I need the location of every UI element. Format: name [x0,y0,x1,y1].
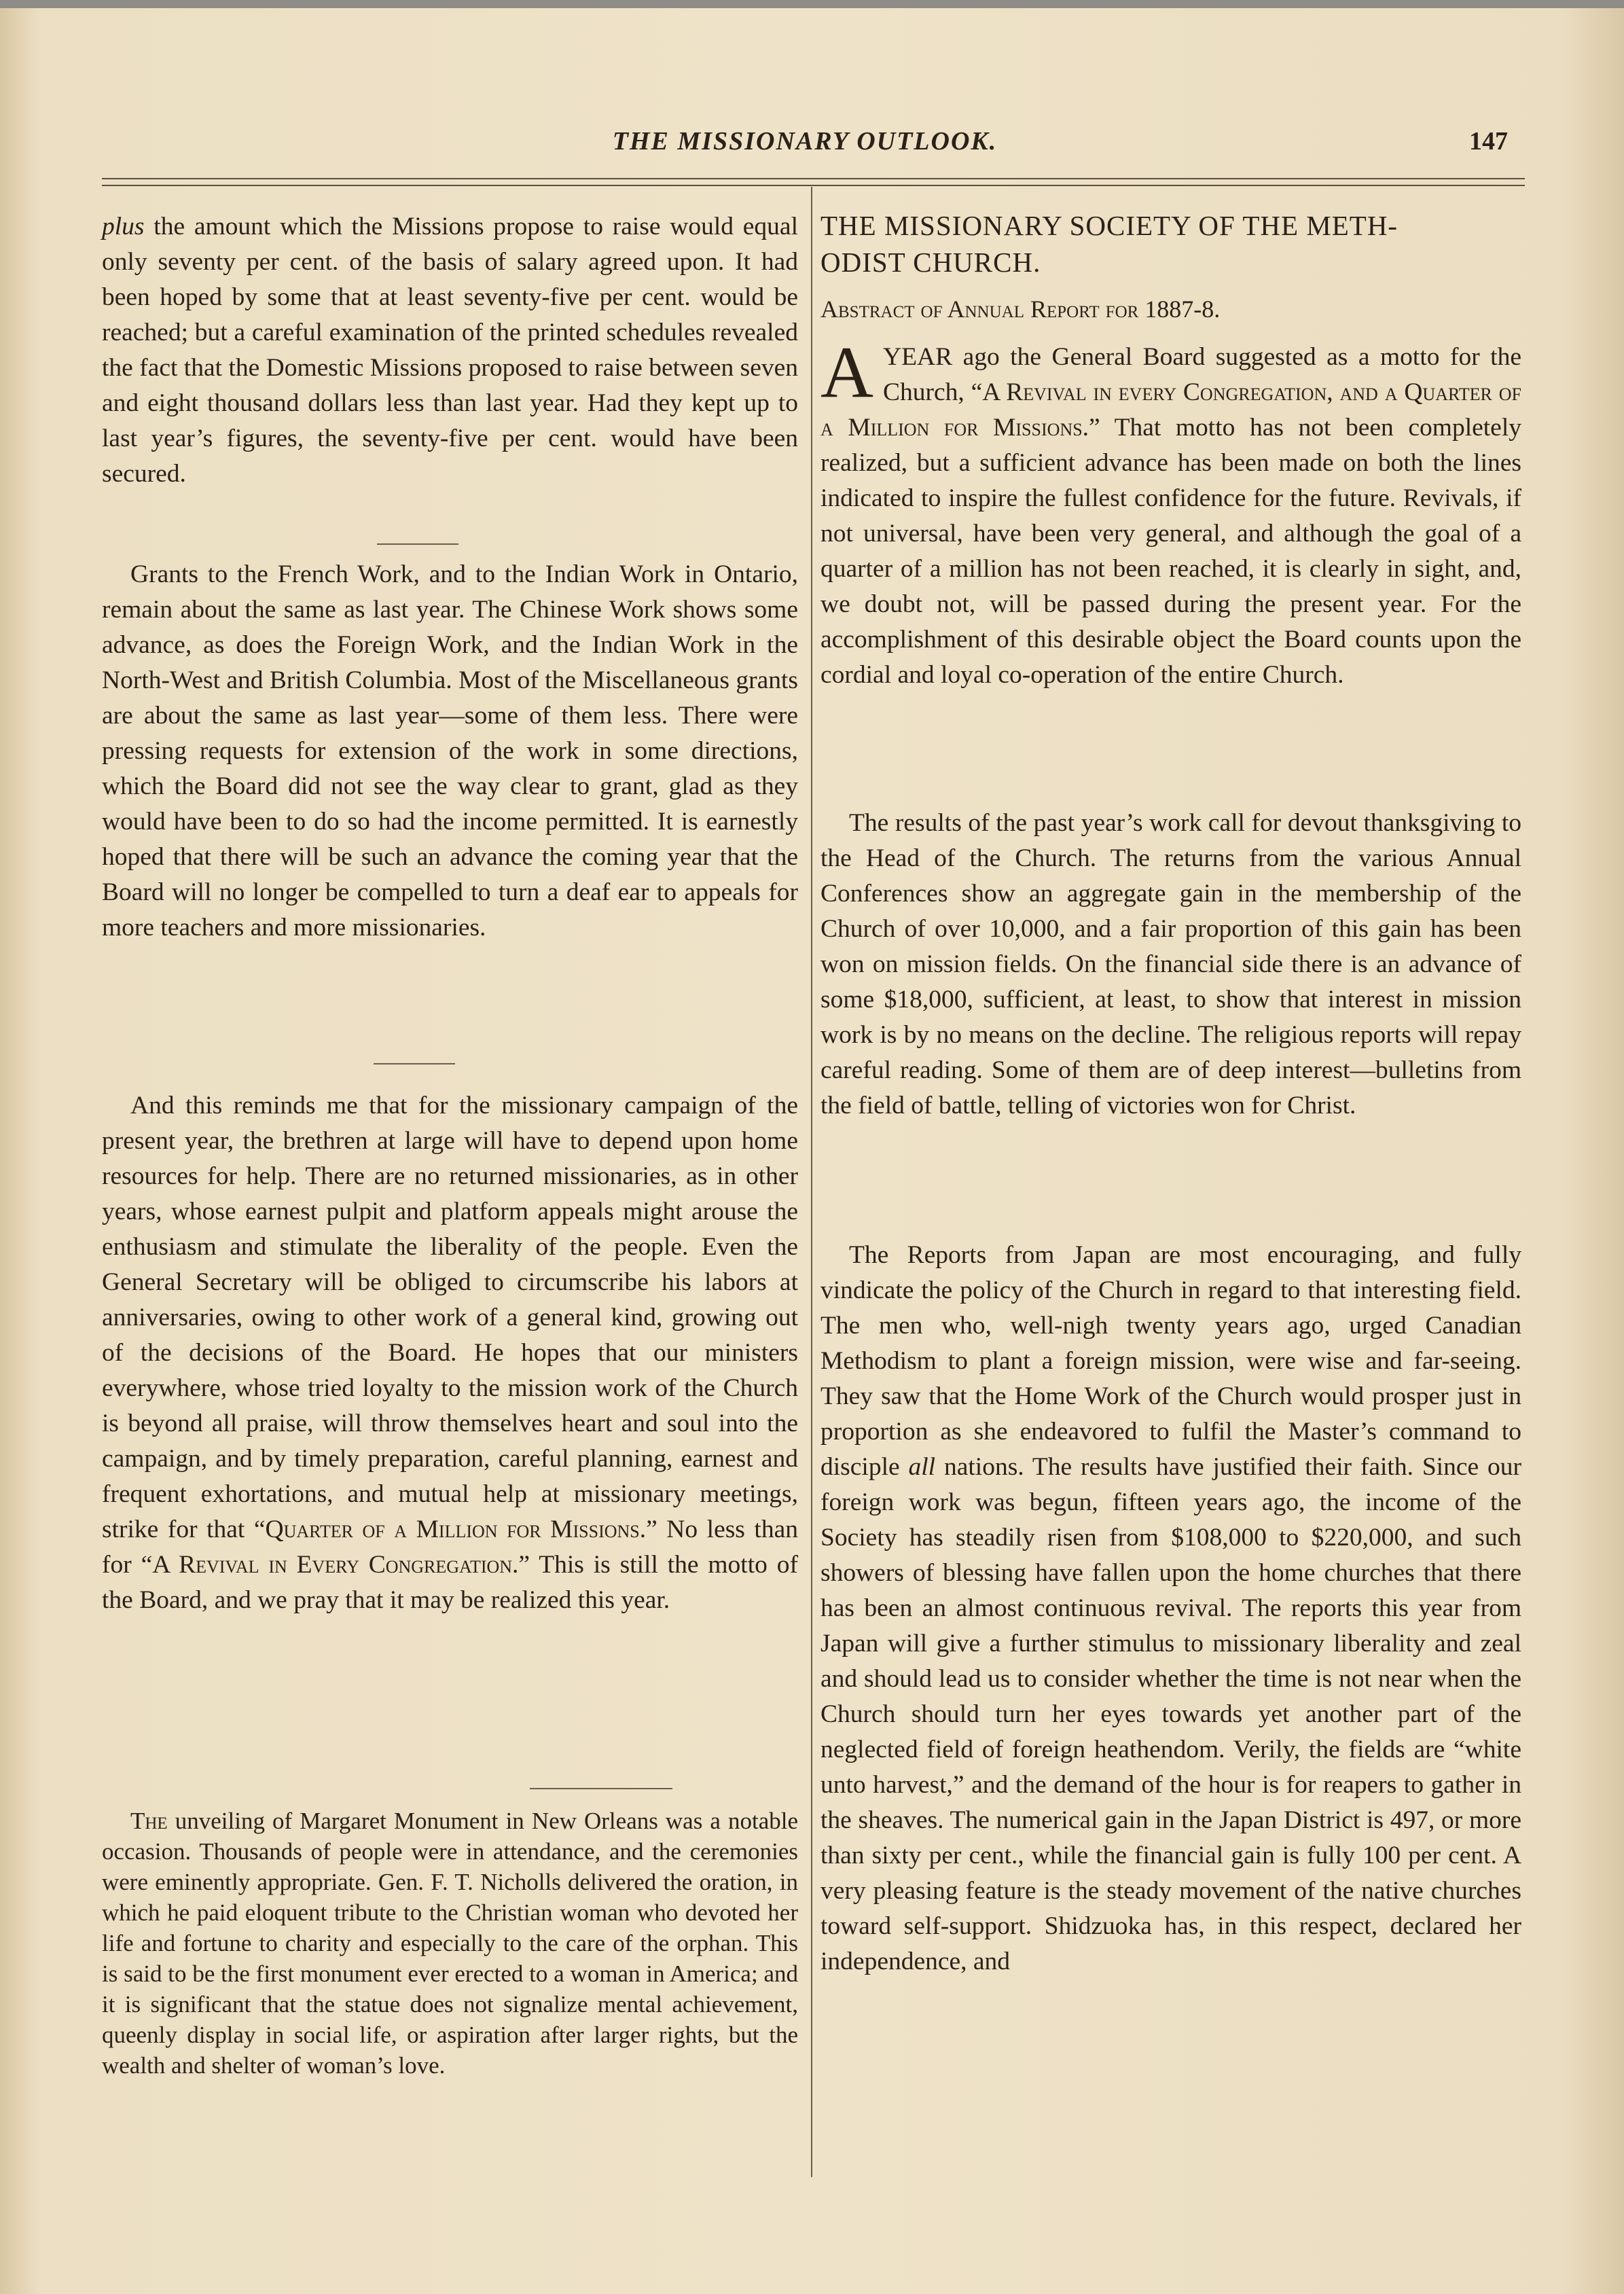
paragraph-text: nations. The results have justified their faith. Since our foreign work was begun, fifteen years ago, the income of the Society has steadily risen from $108,000 to $220,000, and such showers of blessing have fallen upon the home churches that there has been an almost continuous revival. The reports this year from Japan will give a further stimulus to missionary liberality and zeal and should lead us to consider whether the time is not near when the Church should turn her eyes towards yet another part of the neglected field of foreign heathendom. Verily, the fields are “white unto harvest,” and the demand of the hour is for reapers to gather in the sheaves. The numerical gain in the Japan District is 497, or more than sixty per cent., while the financial gain is fully 100 per cent. A very pleasing feature is the steady movement of the native churches toward self-support. Shidzuoka has, in this respect, declared her independence, and [820,1453,1521,1975]
section-separator [530,1788,672,1789]
italic-lead-word: plus [102,213,145,240]
scan-top-edge [0,0,1624,8]
section-separator [374,1063,455,1064]
left-paragraph-4 [102,1806,798,2081]
header-rule-upper [102,178,1525,179]
right-paragraph-3 [820,1238,1521,1979]
paragraph-text: unveiling of Margaret Monument in New Orleans was a notable occasion. Thousands of people were in attendance, and the ceremonies were eminently appropriate. Gen. F. T. Nicholls delivered the oration, in which he paid eloquent tribute to the Christian woman who devoted her life and fortune to charity and especially to the care of the orphan. This is said to be the first monument ever erected to a woman in America; and it is significant that the statue does not signalize mental achievement, queenly display in social life, or aspiration after larger rights, but the wealth and shelter of woman’s love. [102,1808,798,2079]
header-rule-lower [102,185,1525,186]
article-title-line-1: THE MISSIONARY SOCIETY OF THE METH- [820,210,1399,241]
paragraph-text: YEAR ago the General Board suggested as a motto for the Church, “ [883,343,1521,406]
motto-quarter-million: Quarter of a Million for Missions [265,1516,640,1543]
paragraph-text: the amount which the Missions propose to raise would equal only seventy per cent. of the basis of salary agreed upon. It had been hoped by some that at least seventy-five per cent. would be reached; but a careful examination of the printed schedules revealed the fact that the Domestic Missions proposed to raise between seven and eight thousand dollars less than last year. Had they kept up to last year’s figures, the seventy-five per cent. would have been secured. [102,213,798,488]
left-paragraph-2 [102,557,798,946]
page-number: 147 [1469,127,1508,156]
paragraph-text: The results of the past year’s work call for devout thanksgiving to the Head of the Church. The returns from the various Annual Conferences show an aggregate gain in the membership of the Church of over 10,000, and a fair proportion of this gain has been won on mission fields. On the financial side there is an advance of some $18,000, sufficient, at least, to show that interest in mission work is by no means on the decline. The religious reports will repay careful reading. Some of them are of deep interest—bulletins from the field of battle, telling of victories won for Christ. [820,809,1521,1119]
paragraph-text: .” This is still the motto of the Board, and we pray that it may be realized this year. [102,1551,798,1614]
page-header [102,126,1508,164]
article-title-line-2: ODIST CHURCH. [820,247,1041,278]
article-subtitle: Abstract of Annual Report for 1887-8. [820,295,1221,323]
italic-word: all [908,1453,936,1481]
small-caps-lead-word: The [130,1808,168,1834]
motto-text: A Revival in every Congregation, and a Quarter of a Million for Missions [820,378,1521,442]
right-paragraph-1 [820,332,1521,693]
paragraph-text: The Reports from Japan are most encouraging, and fully vindicate the policy of the Church in regard to that interesting field. The men who, well-nigh twenty years ago, urged Canadian Methodism to plant a foreign mission, were wise and far-seeing. They saw that the Home Work of the Church would prosper just in proportion as she endeavored to fulfil the Master’s command to disciple [820,1241,1521,1481]
article-heading [820,207,1521,325]
motto-revival: A Revival in Every Congregation [152,1551,513,1579]
column-divider [811,187,812,2177]
drop-cap: A [820,332,873,413]
paragraph-text: .” That motto has not been completely realized, but a sufficient advance has been made on both the lines indicated to inspire the fullest confidence for the future. Revivals, if not universal, have been very general, and although the goal of a quarter of a million has not been reached, it is clearly in sight, and, we doubt not, will be passed during the present year. For the accomplishment of this desirable object the Board counts upon the cordial and loyal co-operation of the entire Church. [820,414,1521,689]
right-paragraph-2 [820,806,1521,1124]
paragraph-text: Grants to the French Work, and to the Indian Work in Ontario, remain about the same as last year. The Chinese Work shows some advance, as does the Foreign Work, and the Indian Work in the North-West and British Columbia. Most of the Miscellaneous grants are about the same as last year—some of them less. There were pressing requests for extension of the work in some directions, which the Board did not see the way clear to grant, glad as they would have been to do so had the income permitted. It is earnestly hoped that there will be such an advance the coming year that the Board will no longer be compelled to turn a deaf ear to appeals for more teachers and more missionaries. [102,560,798,942]
running-title: THE MISSIONARY OUTLOOK. [612,127,998,156]
paragraph-text: .” No less than for “ [102,1516,798,1579]
section-separator [377,543,458,545]
left-paragraph-3 [102,1088,798,1618]
left-paragraph-1 [102,209,798,492]
paragraph-text: And this reminds me that for the missionary campaign of the present year, the brethren at large will have to depend upon home resources for help. There are no returned missionaries, as in other years, whose earnest pulpit and platform appeals might arouse the enthusiasm and stimulate the liberality of the people. Even the General Secretary will be obliged to circumscribe his labors at anniversaries, owing to other work of a general kind, growing out of the decisions of the Board. He hopes that our ministers everywhere, whose tried loyalty to the mission work of the Church is beyond all praise, will throw themselves heart and soul into the campaign, and by timely preparation, careful planning, earnest and frequent exhortations, and mutual help at missionary meetings, strike for that “ [102,1092,798,1543]
